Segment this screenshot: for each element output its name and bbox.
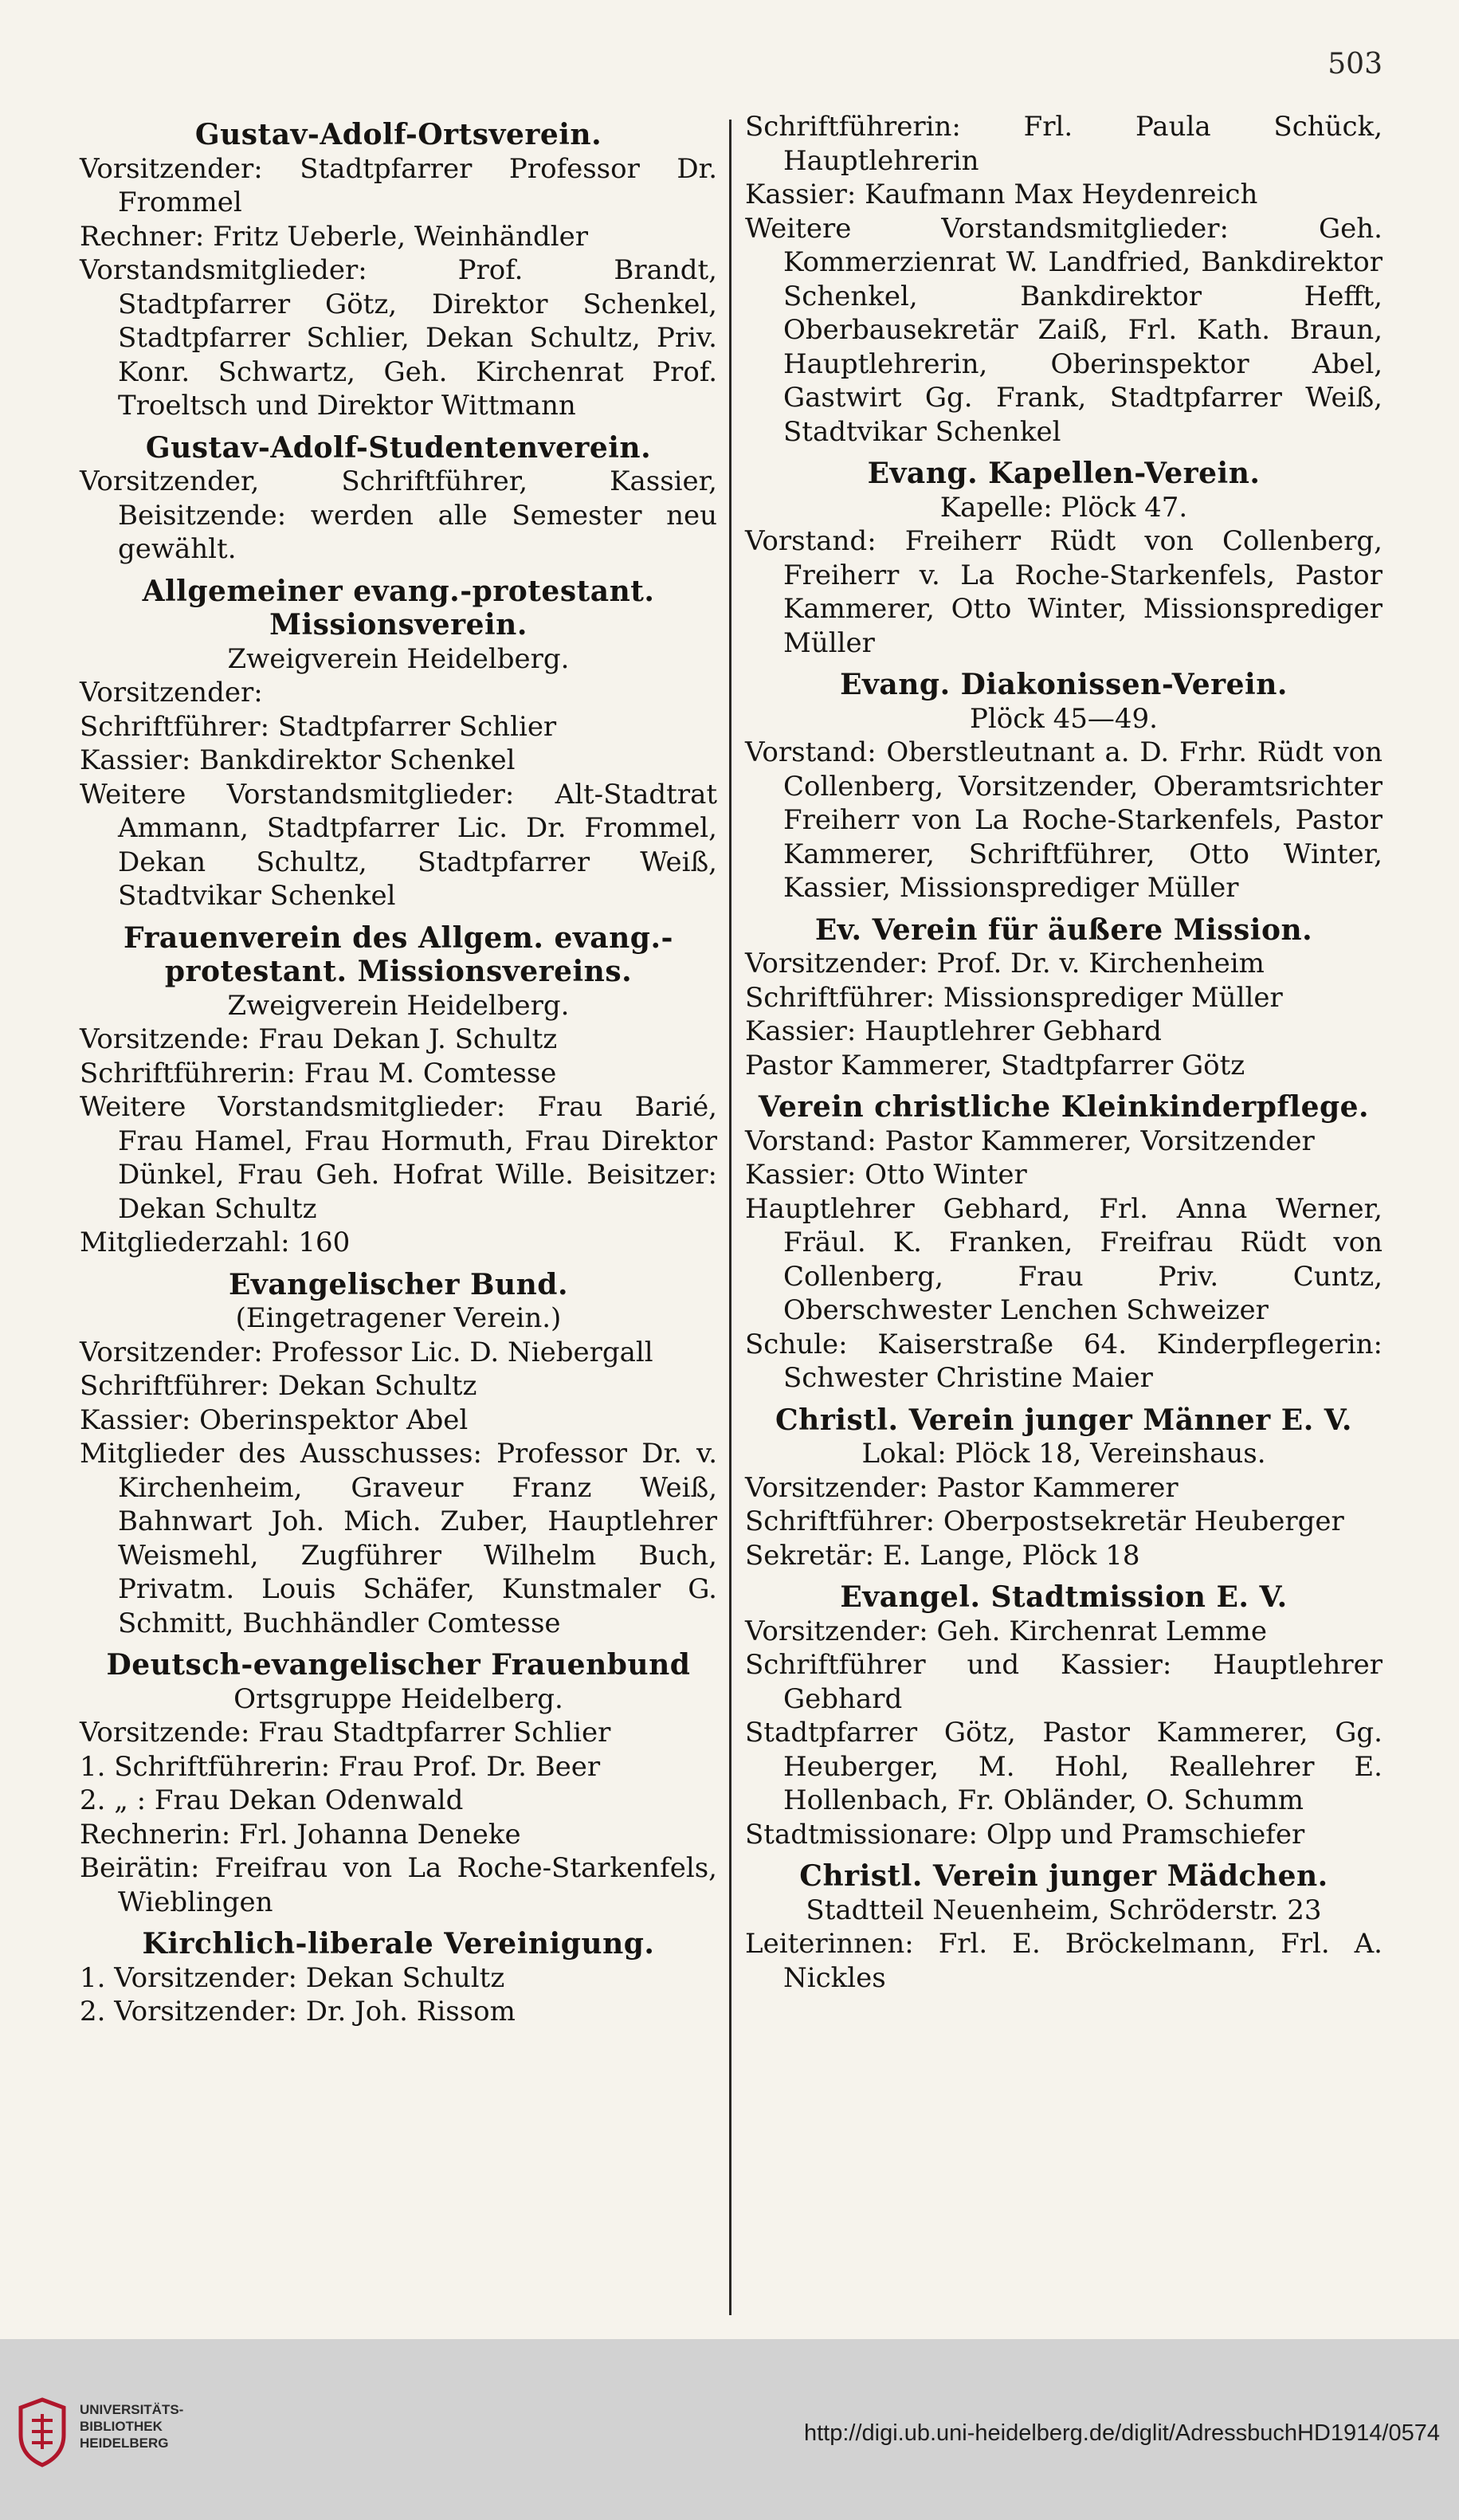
left-column-heading: Allgemeiner evang.-protestant. Missionsverein. bbox=[142, 574, 655, 642]
footer-bar bbox=[0, 2339, 1459, 2520]
right-column-entry: Kassier: Otto Winter bbox=[745, 1159, 1027, 1191]
right-column-entry: Vorstand: Oberstleutnant a. D. Frhr. Rüdt von Collenberg, Vorsitzender, Oberamtsrichter Freiherr von La Roche-Starkenfels, Pastor Kammerer, Schriftführer, Otto Winter, Kassier, Missionsprediger Müller bbox=[745, 736, 1383, 904]
right-column-subheading: Kapelle: Plöck 47. bbox=[939, 491, 1188, 524]
library-line-3: HEIDELBERG bbox=[80, 2436, 169, 2451]
left-column-entry: Vorsitzende: Frau Stadtpfarrer Schlier bbox=[80, 1717, 611, 1749]
left-column-entry: Mitgliederzahl: 160 bbox=[80, 1227, 351, 1258]
right-column-entry: Vorsitzender: Geh. Kirchenrat Lemme bbox=[745, 1615, 1268, 1647]
right-column-heading: Evang. Kapellen-Verein. bbox=[867, 457, 1261, 490]
left-column-entry: 2. „ : Frau Dekan Odenwald bbox=[80, 1784, 464, 1816]
left-column bbox=[80, 110, 717, 2029]
right-column-entry: Vorsitzender: Prof. Dr. v. Kirchenheim bbox=[745, 948, 1265, 979]
left-column-subheading: (Eingetragener Verein.) bbox=[235, 1302, 562, 1334]
right-column-subheading: Stadtteil Neuenheim, Schröderstr. 23 bbox=[806, 1894, 1322, 1926]
left-column-entry: Vorstandsmitglieder: Prof. Brandt, Stadtpfarrer Götz, Direktor Schenkel, Stadtpfarrer Schlier, Dekan Schultz, Priv. Konr. Schwartz, Geh. Kirchenrat Prof. Troeltsch und Direktor Wittmann bbox=[80, 254, 717, 422]
left-column-entry: Rechnerin: Frl. Johanna Deneke bbox=[80, 1818, 521, 1851]
left-column-entry: Weitere Vorstandsmitglieder: Frau Barié, Frau Hamel, Frau Hormuth, Frau Direktor Dünkel, Frau Geh. Hofrat Wille. Beisitzer: Dekan Schultz bbox=[80, 1091, 717, 1225]
right-column-entry: Sekretär: E. Lange, Plöck 18 bbox=[745, 1539, 1140, 1572]
right-column-entry: Vorsitzender: Pastor Kammerer bbox=[745, 1471, 1179, 1504]
right-column-heading: Christl. Verein junger Mädchen. bbox=[799, 1859, 1328, 1893]
university-seal-icon bbox=[14, 2396, 70, 2468]
right-column-entry: Vorstand: Pastor Kammerer, Vorsitzender bbox=[745, 1125, 1315, 1157]
right-column-entry: Stadtpfarrer Götz, Pastor Kammerer, Gg. Heuberger, M. Hohl, Reallehrer E. Hollenbach, Fr. Obländer, O. Schumm bbox=[745, 1717, 1383, 1816]
right-column-entry: Kassier: Hauptlehrer Gebhard bbox=[745, 1015, 1162, 1047]
left-column-heading: Kirchlich-liberale Vereinigung. bbox=[142, 1927, 655, 1961]
left-column-entry: Schriftführerin: Frau M. Comtesse bbox=[80, 1057, 557, 1089]
left-column-subheading: Ortsgruppe Heidelberg. bbox=[233, 1682, 563, 1715]
right-column-entry: Stadtmissionare: Olpp und Pramschiefer bbox=[745, 1818, 1305, 1851]
left-column-entry: Vorsitzender: Professor Lic. D. Niebergall bbox=[80, 1336, 653, 1368]
right-column-entry: Vorstand: Freiherr Rüdt von Collenberg, Freiherr v. La Roche-Starkenfels, Pastor Kammerer, Otto Winter, Missionsprediger Müller bbox=[745, 525, 1383, 659]
right-column-entry: Pastor Kammerer, Stadtpfarrer Götz bbox=[745, 1049, 1245, 1081]
left-column-heading: Gustav-Adolf-Studentenverein. bbox=[145, 430, 652, 465]
right-column-entry: Kassier: Kaufmann Max Heydenreich bbox=[745, 179, 1258, 210]
column-divider bbox=[729, 120, 731, 2315]
right-column-heading: Christl. Verein junger Männer E. V. bbox=[775, 1403, 1352, 1437]
right-column-heading: Evang. Diakonissen-Verein. bbox=[840, 668, 1288, 701]
left-column-entry: Vorsitzender, Schriftführer, Kassier, Beisitzende: werden alle Semester neu gewählt. bbox=[80, 465, 717, 565]
left-column-entry: 1. Vorsitzender: Dekan Schultz bbox=[80, 1961, 505, 1994]
library-line-2: BIBLIOTHEK bbox=[80, 2419, 163, 2434]
right-column bbox=[745, 110, 1383, 1995]
left-column-entry: Rechner: Fritz Ueberle, Weinhändler bbox=[80, 220, 588, 253]
library-line-1: UNIVERSITÄTS- bbox=[80, 2402, 184, 2417]
left-column-entry: Vorsitzender: Stadtpfarrer Professor Dr. Frommel bbox=[80, 152, 717, 218]
right-column-heading: Ev. Verein für äußere Mission. bbox=[814, 913, 1313, 947]
left-column-heading: Gustav-Adolf-Ortsverein. bbox=[194, 118, 602, 151]
page-number: 503 bbox=[1328, 48, 1383, 80]
left-column-entry: Kassier: Oberinspektor Abel bbox=[80, 1403, 469, 1436]
right-column-entry: Leiterinnen: Frl. E. Bröckelmann, Frl. A. Nickles bbox=[745, 1928, 1383, 1994]
right-column-entry: Schule: Kaiserstraße 64. Kinderpflegerin: Schwester Christine Maier bbox=[745, 1328, 1383, 1394]
right-column-entry: Schriftführer und Kassier: Hauptlehrer Gebhard bbox=[745, 1649, 1383, 1715]
right-column-heading: Evangel. Stadtmission E. V. bbox=[840, 1580, 1288, 1614]
left-column-entry: Mitglieder des Ausschusses: Professor Dr. v. Kirchenheim, Graveur Franz Weiß, Bahnwart Joh. Mich. Zuber, Hauptlehrer Weismehl, Zugführer Wilhelm Buch, Privatm. Louis Schäfer, Kunstmaler G. Schmitt, Buchhändler Comtesse bbox=[80, 1438, 717, 1639]
left-column-subheading: Zweigverein Heidelberg. bbox=[227, 989, 570, 1022]
right-column-entry: Hauptlehrer Gebhard, Frl. Anna Werner, Fräul. K. Franken, Freifrau Rüdt von Collenberg, Frau Priv. Cuntz, Oberschwester Lenchen Schweizer bbox=[745, 1192, 1383, 1326]
right-column-entry: Schriftführerin: Frl. Paula Schück, Hauptlehrerin bbox=[745, 111, 1383, 177]
left-column-entry: Beirätin: Freifrau von La Roche-Starkenfels, Wieblingen bbox=[80, 1852, 717, 1918]
right-column-subheading: Plöck 45—49. bbox=[969, 702, 1158, 735]
library-name bbox=[80, 2401, 183, 2451]
left-column-heading: Frauenverein des Allgem. evang.-protestant. Missionsvereins. bbox=[124, 920, 673, 988]
left-column-subheading: Zweigverein Heidelberg. bbox=[227, 642, 570, 675]
left-column-entry: Weitere Vorstandsmitglieder: Alt-Stadtrat Ammann, Stadtpfarrer Lic. Dr. Frommel, Dekan Schultz, Stadtpfarrer Weiß, Stadtvikar Schenkel bbox=[80, 778, 717, 912]
right-column-subheading: Lokal: Plöck 18, Vereinshaus. bbox=[861, 1438, 1266, 1470]
left-column-entry: Kassier: Bankdirektor Schenkel bbox=[80, 744, 516, 776]
right-column-entry: Schriftführer: Missionsprediger Müller bbox=[745, 981, 1283, 1014]
right-column-entry: Schriftführer: Oberpostsekretär Heuberger bbox=[745, 1505, 1344, 1537]
left-column-entry: Vorsitzender: bbox=[80, 677, 263, 709]
left-column-entry: Schriftführer: Dekan Schultz bbox=[80, 1370, 477, 1402]
left-column-heading: Deutsch-evangelischer Frauenbund bbox=[106, 1648, 691, 1682]
right-column-entry: Weitere Vorstandsmitglieder: Geh. Kommerzienrat W. Landfried, Bankdirektor Schenkel, Bankdirektor Hefft, Oberbausekretär Zaiß, Frl. Kath. Braun, Hauptlehrerin, Oberinspektor Abel, Gastwirt Gg. Frank, Stadtpfarrer Weiß, Stadtvikar Schenkel bbox=[745, 212, 1383, 448]
left-column-entry: Schriftführer: Stadtpfarrer Schlier bbox=[80, 710, 557, 743]
left-column-heading: Evangelischer Bund. bbox=[228, 1267, 569, 1301]
left-column-entry: Vorsitzende: Frau Dekan J. Schultz bbox=[80, 1023, 558, 1055]
right-column-heading: Verein christliche Kleinkinderpflege. bbox=[758, 1090, 1370, 1124]
left-column-entry: 2. Vorsitzender: Dr. Joh. Rissom bbox=[80, 1996, 516, 2027]
left-column-entry: 1. Schriftführerin: Frau Prof. Dr. Beer bbox=[80, 1750, 601, 1783]
source-url[interactable]: http://digi.ub.uni-heidelberg.de/diglit/AdressbuchHD1914/0574 bbox=[803, 2420, 1440, 2446]
